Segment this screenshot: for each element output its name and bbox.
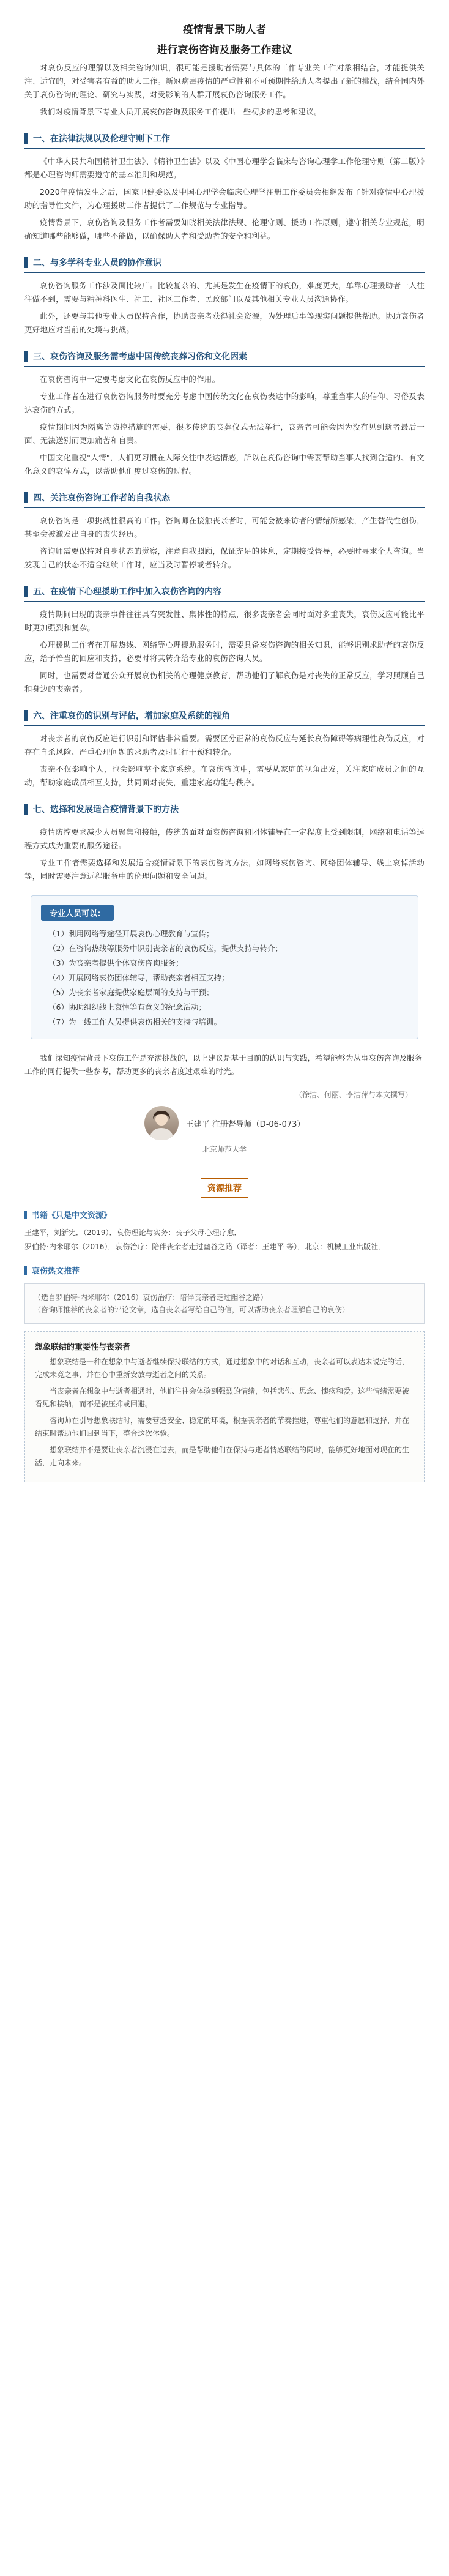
section-paragraph: 丧亲不仅影响个人，也会影响整个家庭系统。在哀伤咨询中，需要从家庭的视角出发，关注家庭成员之间的互动，帮助家庭成员相互支持，共同面对丧失，重建家庭功能与秩序。: [24, 764, 425, 787]
section-heading: [24, 491, 425, 508]
callout-item: （1）利用网络等途径开展哀伤心理教育与宣传；: [48, 929, 214, 938]
section-paragraph: 同时，也需要对普通公众开展哀伤相关的心理健康教育，帮助他们了解哀伤是对丧失的正常反应，学习照顾自己和身边的丧亲者。: [24, 671, 425, 693]
intro-paragraph: 我们对疫情背景下专业人员开展哀伤咨询及服务工作提出一些初步的思考和建议。: [40, 107, 322, 116]
section-paragraph: 此外，还要与其他专业人员保持合作，协助丧亲者获得社会资源，为处理后事等现实问题提供帮助。协助哀伤者更好地应对当前的处境与挑战。: [24, 312, 425, 334]
section-paragraph: 疫情期间因为隔离等防控措施的需要，很多传统的丧葬仪式无法举行，丧亲者可能会因为没有见到逝者最后一面、无法送别而更加痛苦和自责。: [24, 422, 425, 445]
excerpt-heading: [24, 1264, 425, 1276]
section-paragraph: 疫情期间出现的丧亲事件往往具有突发性、集体性的特点，很多丧亲者会同时面对多重丧失，哀伤反应可能比平时更加强烈和复杂。: [24, 610, 425, 632]
section-title: 二、与多学科专业人员的协作意识: [33, 258, 161, 268]
avatar: [144, 1106, 179, 1140]
heading-marker-icon: [24, 710, 28, 721]
section-heading: [24, 350, 425, 367]
section-heading: [24, 709, 425, 726]
section-paragraph: 咨询师需要保持对自身状态的觉察，注意自我照顾，保证充足的休息，定期接受督导，必要时寻求个人咨询。当发现自己的状态不适合继续工作时，应当及时暂停或者转介。: [24, 547, 425, 569]
heading-marker-icon: [24, 1266, 27, 1275]
intro-paragraph: 对哀伤反应的理解以及相关咨询知识，很可能是援助者需要与具体的工作专业关工作对象相结合，才能提供关注、适宜的，对受害者有益的助人工作。新冠病毒疫情的严重性和不可预期性给助人者提出了新的挑战，结合国内外关于哀伤咨询的理论、研究与实践，对受影响的人群开展哀伤咨询服务工作。: [24, 63, 425, 99]
heading-marker-icon: [24, 492, 28, 503]
closing-paragraph: 我们深知疫情背景下哀伤工作是充满挑战的，以上建议是基于目前的认识与实践，希望能够为从事哀伤咨询及服务工作的同行提供一些参考，帮助更多的丧亲者度过艰难的时光。: [24, 1053, 423, 1076]
section-paragraph: 哀伤咨询服务工作涉及面比较广。比较复杂的、尤其是发生在疫情下的哀伤，难度更大，单靠心理援助者一人往往做不到，需要与精神科医生、社工、社区工作者、民政部门以及其他相关专业人员沟通协作。: [24, 281, 425, 304]
books-heading: [24, 1209, 425, 1220]
heading-marker-icon: [24, 586, 28, 597]
book-reference: 王建平，刘新宪．（2019）．哀伤理论与实务：丧子父母心理疗愈．: [24, 1228, 242, 1237]
section-title: 一、在法律法规以及伦理守则下工作: [33, 134, 170, 144]
section-paragraph: 2020年疫情发生之后，国家卫健委以及中国心理学会临床心理学注册工作委员会相继发布了针对疫情中心理援助的指导性文件，为心理援助工作者提供了工作规范与专业指导。: [24, 187, 425, 210]
excerpt-paragraph: 想象联结是一种在想象中与逝者继续保持联结的方式，通过想象中的对话和互动，丧亲者可以表达未说完的话，完成未竟之事，并在心中重新安放与逝者之间的关系。: [35, 1357, 410, 1379]
callout-item: （4）开展网络哀伤团体辅导，帮助丧亲者相互支持；: [48, 973, 229, 982]
title-line-1: 疫情背景下助人者: [183, 24, 266, 36]
section-title: 七、选择和发展适合疫情背景下的方法: [33, 805, 179, 815]
excerpt-paragraph: 当丧亲者在想象中与逝者相遇时，他们往往会体验到强烈的情绪，包括悲伤、思念、愧疚和爱。这些情绪需要被看见和接纳，而不是被压抑或回避。: [35, 1387, 410, 1408]
book-reference: 罗伯特·内米耶尔（2016）．哀伤治疗：陪伴丧亲者走过幽谷之路（译者：王建平 等）．北京：机械工业出版社．: [24, 1242, 386, 1251]
excerpt-article: [24, 1331, 425, 1482]
expert-signature: [0, 1106, 449, 1154]
callout-badge: 专业人员可以：: [41, 905, 114, 921]
expert-name: 王建平 注册督导师（D-06-073）: [185, 1119, 305, 1129]
section-heading: [24, 132, 425, 149]
section-paragraph: 中国文化重视"人情"，人们更习惯在人际交往中表达情感，所以在哀伤咨询中需要帮助当事人找到合适的、有文化意义的哀悼方式，以帮助他们度过哀伤的过程。: [24, 453, 425, 476]
heading-marker-icon: [24, 133, 28, 144]
callout-item: （3）为丧亲者提供个体哀伤咨询服务；: [48, 958, 184, 968]
section-heading: [24, 256, 425, 273]
section-title: 六、注重哀伤的识别与评估，增加家庭及系统的视角: [33, 711, 230, 721]
article-body: [0, 61, 449, 1078]
excerpt-paragraph: 想象联结并不是要让丧亲者沉浸在过去，而是帮助他们在保持与逝者情感联结的同时，能够更好地面对现在的生活，走向未来。: [35, 1446, 410, 1467]
excerpt-paragraph: 咨询师在引导想象联结时，需要营造安全、稳定的环境，根据丧亲者的节奏推进，尊重他们的意愿和选择，并在结束时帮助他们回到当下，整合这次体验。: [35, 1416, 410, 1438]
excerpt-note: （咨询师推荐的丧亲者的评论文章，选自丧亲者写给自己的信，可以帮助丧亲者理解自己的哀伤）: [34, 1305, 350, 1314]
callout-box: [31, 895, 418, 1039]
author-credit: （徐洁、何丽、李洁萍与本文撰写）: [294, 1091, 412, 1099]
section-paragraph: 《中华人民共和国精神卫生法》、《精神卫生法》以及《中国心理学会临床与咨询心理学工作伦理守则（第二版）》都是心理咨询师需要遵守的基本准则和规范。: [24, 157, 425, 179]
heading-marker-icon: [24, 804, 28, 815]
section-paragraph: 心理援助工作者在开展热线、网络等心理援助服务时，需要具备哀伤咨询的相关知识，能够识别求助者的哀伤反应，给予恰当的回应和支持，必要时将其转介给专业的哀伤咨询人员。: [24, 640, 425, 663]
books-heading-text: 书籍《只是中文资源》: [32, 1211, 112, 1220]
section-title: 三、哀伤咨询及服务需考虑中国传统丧葬习俗和文化因素: [33, 352, 247, 362]
section-paragraph: 专业工作者需要选择和发展适合疫情背景下的哀伤咨询方法，如网络哀伤咨询、网络团体辅导、线上哀悼活动等，同时需要注意远程服务中的伦理问题和安全问题。: [24, 858, 425, 881]
excerpt-source: （选自罗伯特·内米耶尔（2016）哀伤治疗：陪伴丧亲者走过幽谷之路）: [34, 1293, 268, 1302]
section-paragraph: 哀伤咨询是一项挑战性很高的工作。咨询师在接触丧亲者时，可能会被来访者的情绪所感染，产生替代性创伤，甚至会被激发出自身的丧失经历。: [24, 516, 425, 539]
page-title: [0, 0, 449, 56]
section-paragraph: 专业工作者在进行哀伤咨询服务时要充分考虑中国传统文化在哀伤表达中的影响，尊重当事人的信仰、习俗及表达哀伤的方式。: [24, 392, 425, 414]
callout-item: （2）在咨询热线等服务中识别丧亲者的哀伤反应，提供支持与转介；: [48, 944, 283, 953]
person-portrait-icon: [144, 1106, 179, 1140]
heading-marker-icon: [24, 257, 28, 268]
excerpt-article-title: 想象联结的重要性与丧亲者: [35, 1343, 131, 1352]
expert-affiliation: 北京师范大学: [202, 1145, 247, 1154]
section-heading: [24, 585, 425, 602]
resources-banner: 资源推荐: [0, 1178, 449, 1198]
excerpt-source-box: [24, 1283, 425, 1324]
callout-item: （6）协助组织线上哀悼等有意义的纪念活动；: [48, 1002, 206, 1012]
callout-item: （7）为一线工作人员提供哀伤相关的支持与培训。: [48, 1017, 221, 1026]
callout-item: （5）为丧亲者家庭提供家庭层面的支持与干预；: [48, 988, 214, 997]
section-title: 五、在疫情下心理援助工作中加入哀伤咨询的内容: [33, 587, 221, 597]
section-paragraph: 疫情背景下，哀伤咨询及服务工作者需要知晓相关法律法规、伦理守则、援助工作原则，遵守相关专业规范，明确知道哪些能够做，哪些不能做，以确保助人者和受助者的安全和利益。: [24, 218, 425, 241]
section-paragraph: 疫情防控要求减少人员聚集和接触，传统的面对面哀伤咨询和团体辅导在一定程度上受到限制，网络和电话等远程方式成为重要的服务途径。: [24, 827, 425, 850]
section-paragraph: 在哀伤咨询中一定要考虑文化在哀伤反应中的作用。: [40, 375, 220, 384]
section-heading: [24, 803, 425, 819]
heading-marker-icon: [24, 351, 28, 362]
heading-marker-icon: [24, 1211, 27, 1219]
section-paragraph: 对丧亲者的哀伤反应进行识别和评估非常重要。需要区分正常的哀伤反应与延长哀伤障碍等病理性哀伤反应，对存在自杀风险、严重心理问题的求助者及时进行干预和转介。: [24, 734, 425, 756]
title-line-2: 进行哀伤咨询及服务工作建议: [157, 44, 292, 56]
section-title: 四、关注哀伤咨询工作者的自我状态: [33, 493, 170, 503]
excerpt-heading-text: 哀伤热文推荐: [32, 1267, 80, 1276]
